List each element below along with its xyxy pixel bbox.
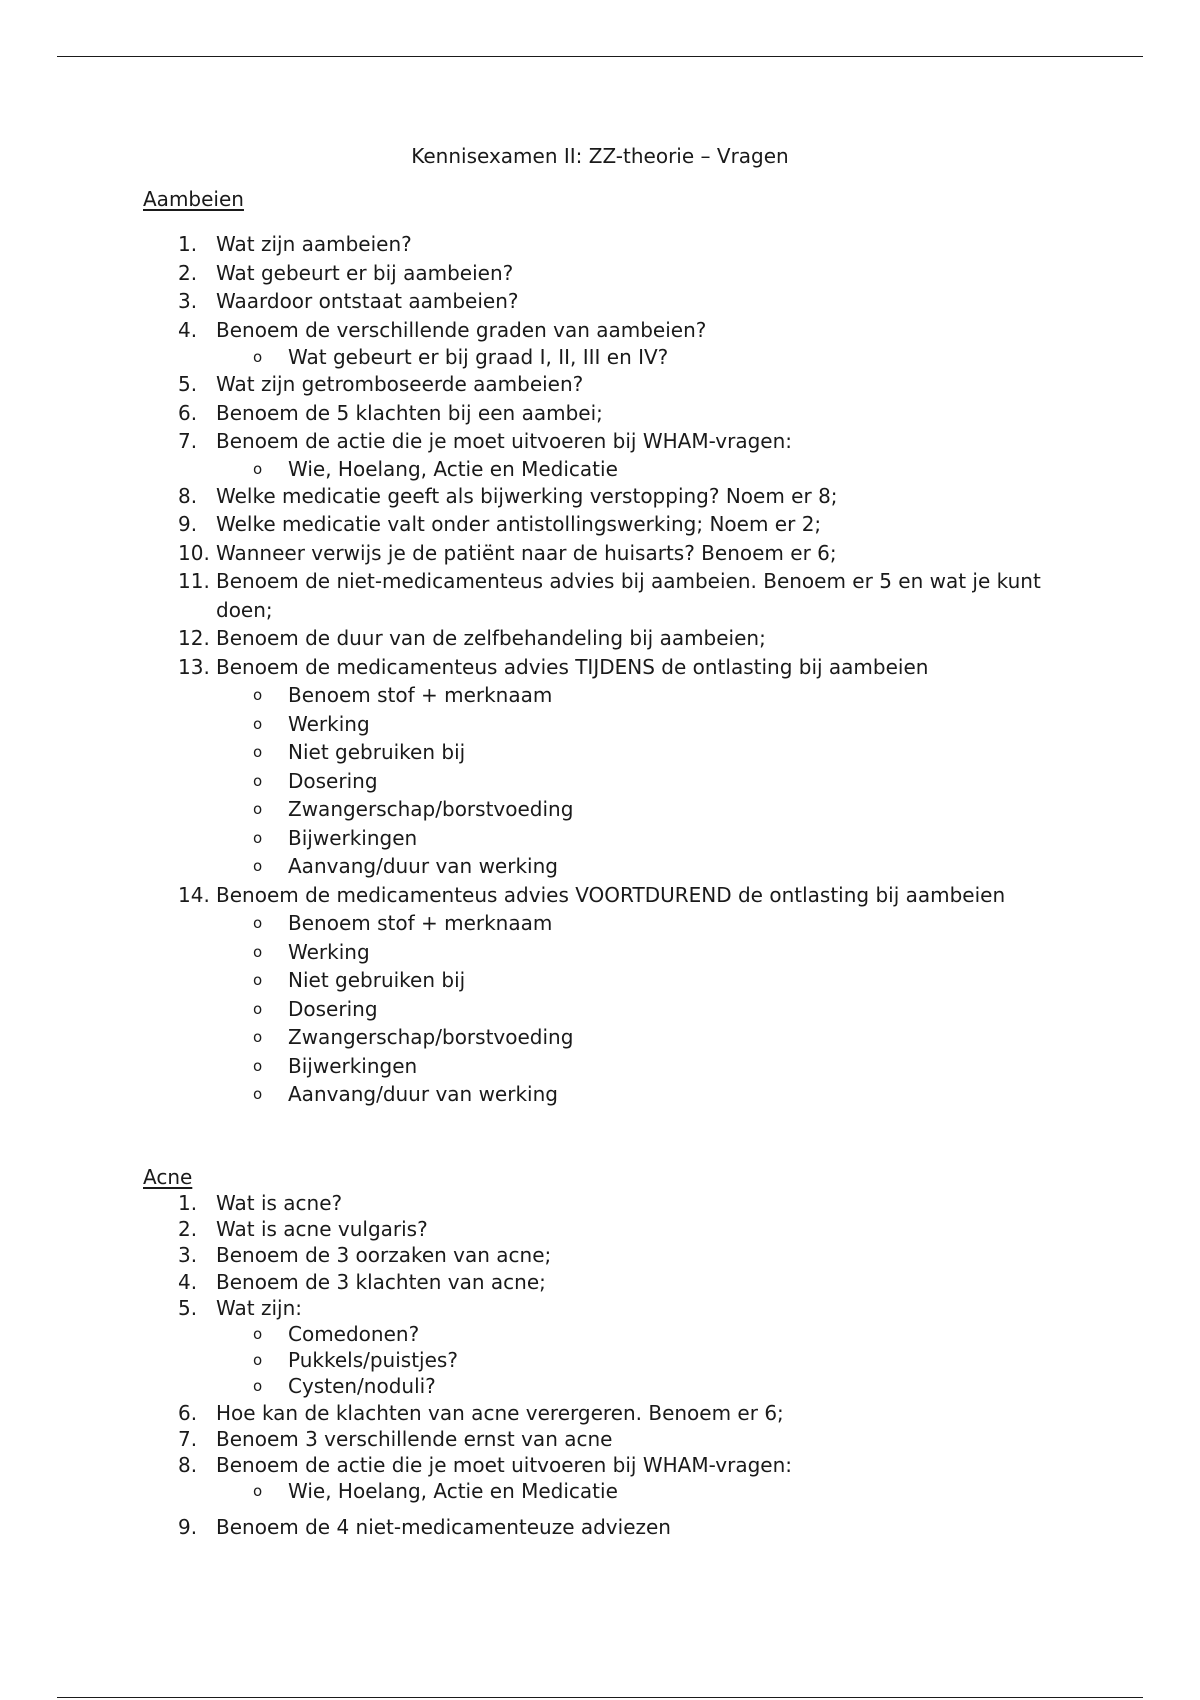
question-item [0,624,1056,653]
question-item [0,399,1056,428]
question-number: 7. [178,429,198,453]
sub-question-item [0,767,1056,796]
sub-question-item [0,995,1056,1024]
question-item [0,1216,1056,1242]
question-text: Benoem de 4 niet-medicamenteuze adviezen [216,1515,671,1540]
sub-question-text: Benoem stof + merknaam [288,911,553,935]
sub-question-item [0,824,1056,853]
sub-question-item [0,738,1056,767]
question-number: 5. [178,1295,198,1320]
sub-question-text: Werking [288,711,370,736]
sub-question-list [0,909,1056,1109]
question-number: 8. [178,1453,198,1478]
section-heading-aambeien: Aambeien [143,187,244,211]
question-text: Wat is acne vulgaris? [216,1217,428,1242]
sub-question-item [0,344,1056,370]
question-text: Benoem 3 verschillende ernst van acne [216,1426,613,1451]
sub-question-text: Niet gebruiken bij [288,740,466,764]
question-text: Benoem de actie die je moet uitvoeren bij WHAM-vragen: [216,429,793,453]
question-text: Waardoor ontstaat aambeien? [216,289,519,313]
circle-bullet-icon: o [253,971,263,989]
circle-bullet-icon: o [253,771,263,790]
question-text: Benoem de 3 klachten van acne; [216,1269,546,1294]
sub-question-list [0,1478,1056,1504]
question-text: Benoem de medicamenteus advies VOORTDUREND de ontlasting bij aambeien [216,882,1006,907]
question-number: 2. [178,1217,198,1242]
question-number: 6. [178,1400,198,1425]
sub-question-text: Zwangerschap/borstvoeding [288,1025,574,1049]
question-number: 13. [178,654,210,679]
question-number: 10. [178,540,210,565]
circle-bullet-icon: o [253,714,263,733]
question-text: Benoem de actie die je moet uitvoeren bij WHAM-vragen: [216,1453,793,1478]
sub-question-text: Wat gebeurt er bij graad I, II, III en IV? [288,345,669,369]
question-text: Welke medicatie geeft als bijwerking verstopping? Noem er 8; [216,483,838,508]
sub-question-item [0,456,1056,482]
sub-question-text: Benoem stof + merknaam [288,683,553,707]
question-text: Wat zijn aambeien? [216,232,412,256]
question-number: 1. [178,1191,198,1215]
question-item [0,287,1056,316]
sub-question-text: Comedonen? [288,1322,420,1347]
circle-bullet-icon: o [253,743,263,761]
circle-bullet-icon: o [253,1028,263,1046]
question-number: 4. [178,317,198,342]
circle-bullet-icon: o [253,1377,263,1396]
circle-bullet-icon: o [253,857,263,875]
sub-question-text: Dosering [288,768,378,793]
circle-bullet-icon: o [253,686,263,704]
sub-question-item [0,909,1056,938]
question-text: Benoem de medicamenteus advies TIJDENS de ontlasting bij aambeien [216,654,929,679]
circle-bullet-icon: o [253,1325,263,1344]
sub-question-item [0,1321,1056,1347]
question-number: 5. [178,372,198,396]
sub-question-list [0,681,1056,881]
sub-question-text: Aanvang/duur van werking [288,854,558,878]
question-number: 3. [178,1243,198,1268]
question-text: Welke medicatie valt onder antistollingswerking; Noem er 2; [216,512,822,536]
sub-question-text: Cysten/noduli? [288,1374,436,1399]
question-number: 14. [178,882,210,907]
question-item [0,230,1056,259]
sub-question-text: Dosering [288,996,378,1021]
sub-question-text: Werking [288,939,370,964]
sub-question-item [0,1347,1056,1373]
question-list-acne [0,1190,1056,1541]
question-list-aambeien [0,230,1056,1109]
question-text: Benoem de niet-medicamenteus advies bij aambeien. Benoem er 5 en wat je kunt doen; [216,569,1041,622]
question-text: Benoem de verschillende graden van aambeien? [216,317,707,342]
sub-question-text: Niet gebruiken bij [288,968,466,992]
question-text: Benoem de 5 klachten bij een aambei; [216,400,603,425]
question-number: 6. [178,400,198,425]
question-item [0,370,1056,399]
sub-question-item [0,852,1056,881]
sub-question-text: Zwangerschap/borstvoeding [288,797,574,821]
circle-bullet-icon: o [253,348,263,366]
circle-bullet-icon: o [253,999,263,1018]
sub-question-item [0,1023,1056,1052]
sub-question-item [0,681,1056,710]
question-text: Wat is acne? [216,1191,343,1215]
circle-bullet-icon: o [253,800,263,818]
section-heading-acne: Acne [143,1165,193,1189]
circle-bullet-icon: o [253,914,263,932]
question-item [0,1426,1056,1452]
question-item [0,653,1056,881]
question-number: 9. [178,512,198,536]
question-number: 7. [178,1426,198,1451]
question-item [0,1400,1056,1426]
sub-question-text: Wie, Hoelang, Actie en Medicatie [288,1479,618,1504]
header-rule [57,56,1143,57]
question-text: Benoem de 3 oorzaken van acne; [216,1243,552,1268]
question-item [0,510,1056,539]
sub-question-text: Pukkels/puistjes? [288,1348,458,1373]
sub-question-text: Wie, Hoelang, Actie en Medicatie [288,456,618,481]
question-number: 3. [178,289,198,313]
question-number: 2. [178,260,198,285]
sub-question-item [0,1080,1056,1109]
circle-bullet-icon: o [253,942,263,961]
question-item [0,1190,1056,1216]
sub-question-list [0,344,1056,370]
sub-question-item [0,710,1056,739]
circle-bullet-icon: o [253,1482,263,1501]
sub-question-item [0,795,1056,824]
sub-question-item [0,1373,1056,1399]
question-item [0,881,1056,1109]
question-number: 4. [178,1269,198,1294]
question-item [0,1452,1056,1504]
question-item [0,316,1056,371]
question-item [0,1514,1056,1540]
question-number: 8. [178,483,198,508]
question-text: Benoem de duur van de zelfbehandeling bij aambeien; [216,626,766,650]
circle-bullet-icon: o [253,1351,263,1370]
question-item [0,1269,1056,1295]
circle-bullet-icon: o [253,1056,263,1075]
question-item [0,259,1056,288]
question-item [0,539,1056,568]
sub-question-text: Aanvang/duur van werking [288,1082,558,1106]
sub-question-list [0,456,1056,482]
footer-rule [57,1697,1143,1698]
sub-question-item [0,1052,1056,1081]
circle-bullet-icon: o [253,459,263,478]
question-item [0,1242,1056,1268]
sub-question-text: Bijwerkingen [288,1053,418,1078]
question-item [0,1295,1056,1400]
question-item [0,482,1056,511]
question-text: Wat gebeurt er bij aambeien? [216,260,514,285]
sub-question-item [0,966,1056,995]
question-text: Wat zijn: [216,1295,302,1320]
question-number: 9. [178,1515,198,1540]
question-number: 12. [178,626,210,650]
sub-question-list [0,1321,1056,1400]
sub-question-item [0,938,1056,967]
question-text: Wat zijn getromboseerde aambeien? [216,372,584,396]
document-title: Kennisexamen II: ZZ-theorie – Vragen [411,144,789,168]
sub-question-item [0,1478,1056,1504]
circle-bullet-icon: o [253,1085,263,1103]
question-text: Hoe kan de klachten van acne verergeren. Benoem er 6; [216,1400,784,1425]
question-number: 1. [178,232,198,256]
circle-bullet-icon: o [253,828,263,847]
question-text: Wanneer verwijs je de patiënt naar de huisarts? Benoem er 6; [216,540,837,565]
question-number: 11. [178,569,210,593]
sub-question-text: Bijwerkingen [288,825,418,850]
question-item [0,567,1056,624]
question-item [0,427,1056,482]
